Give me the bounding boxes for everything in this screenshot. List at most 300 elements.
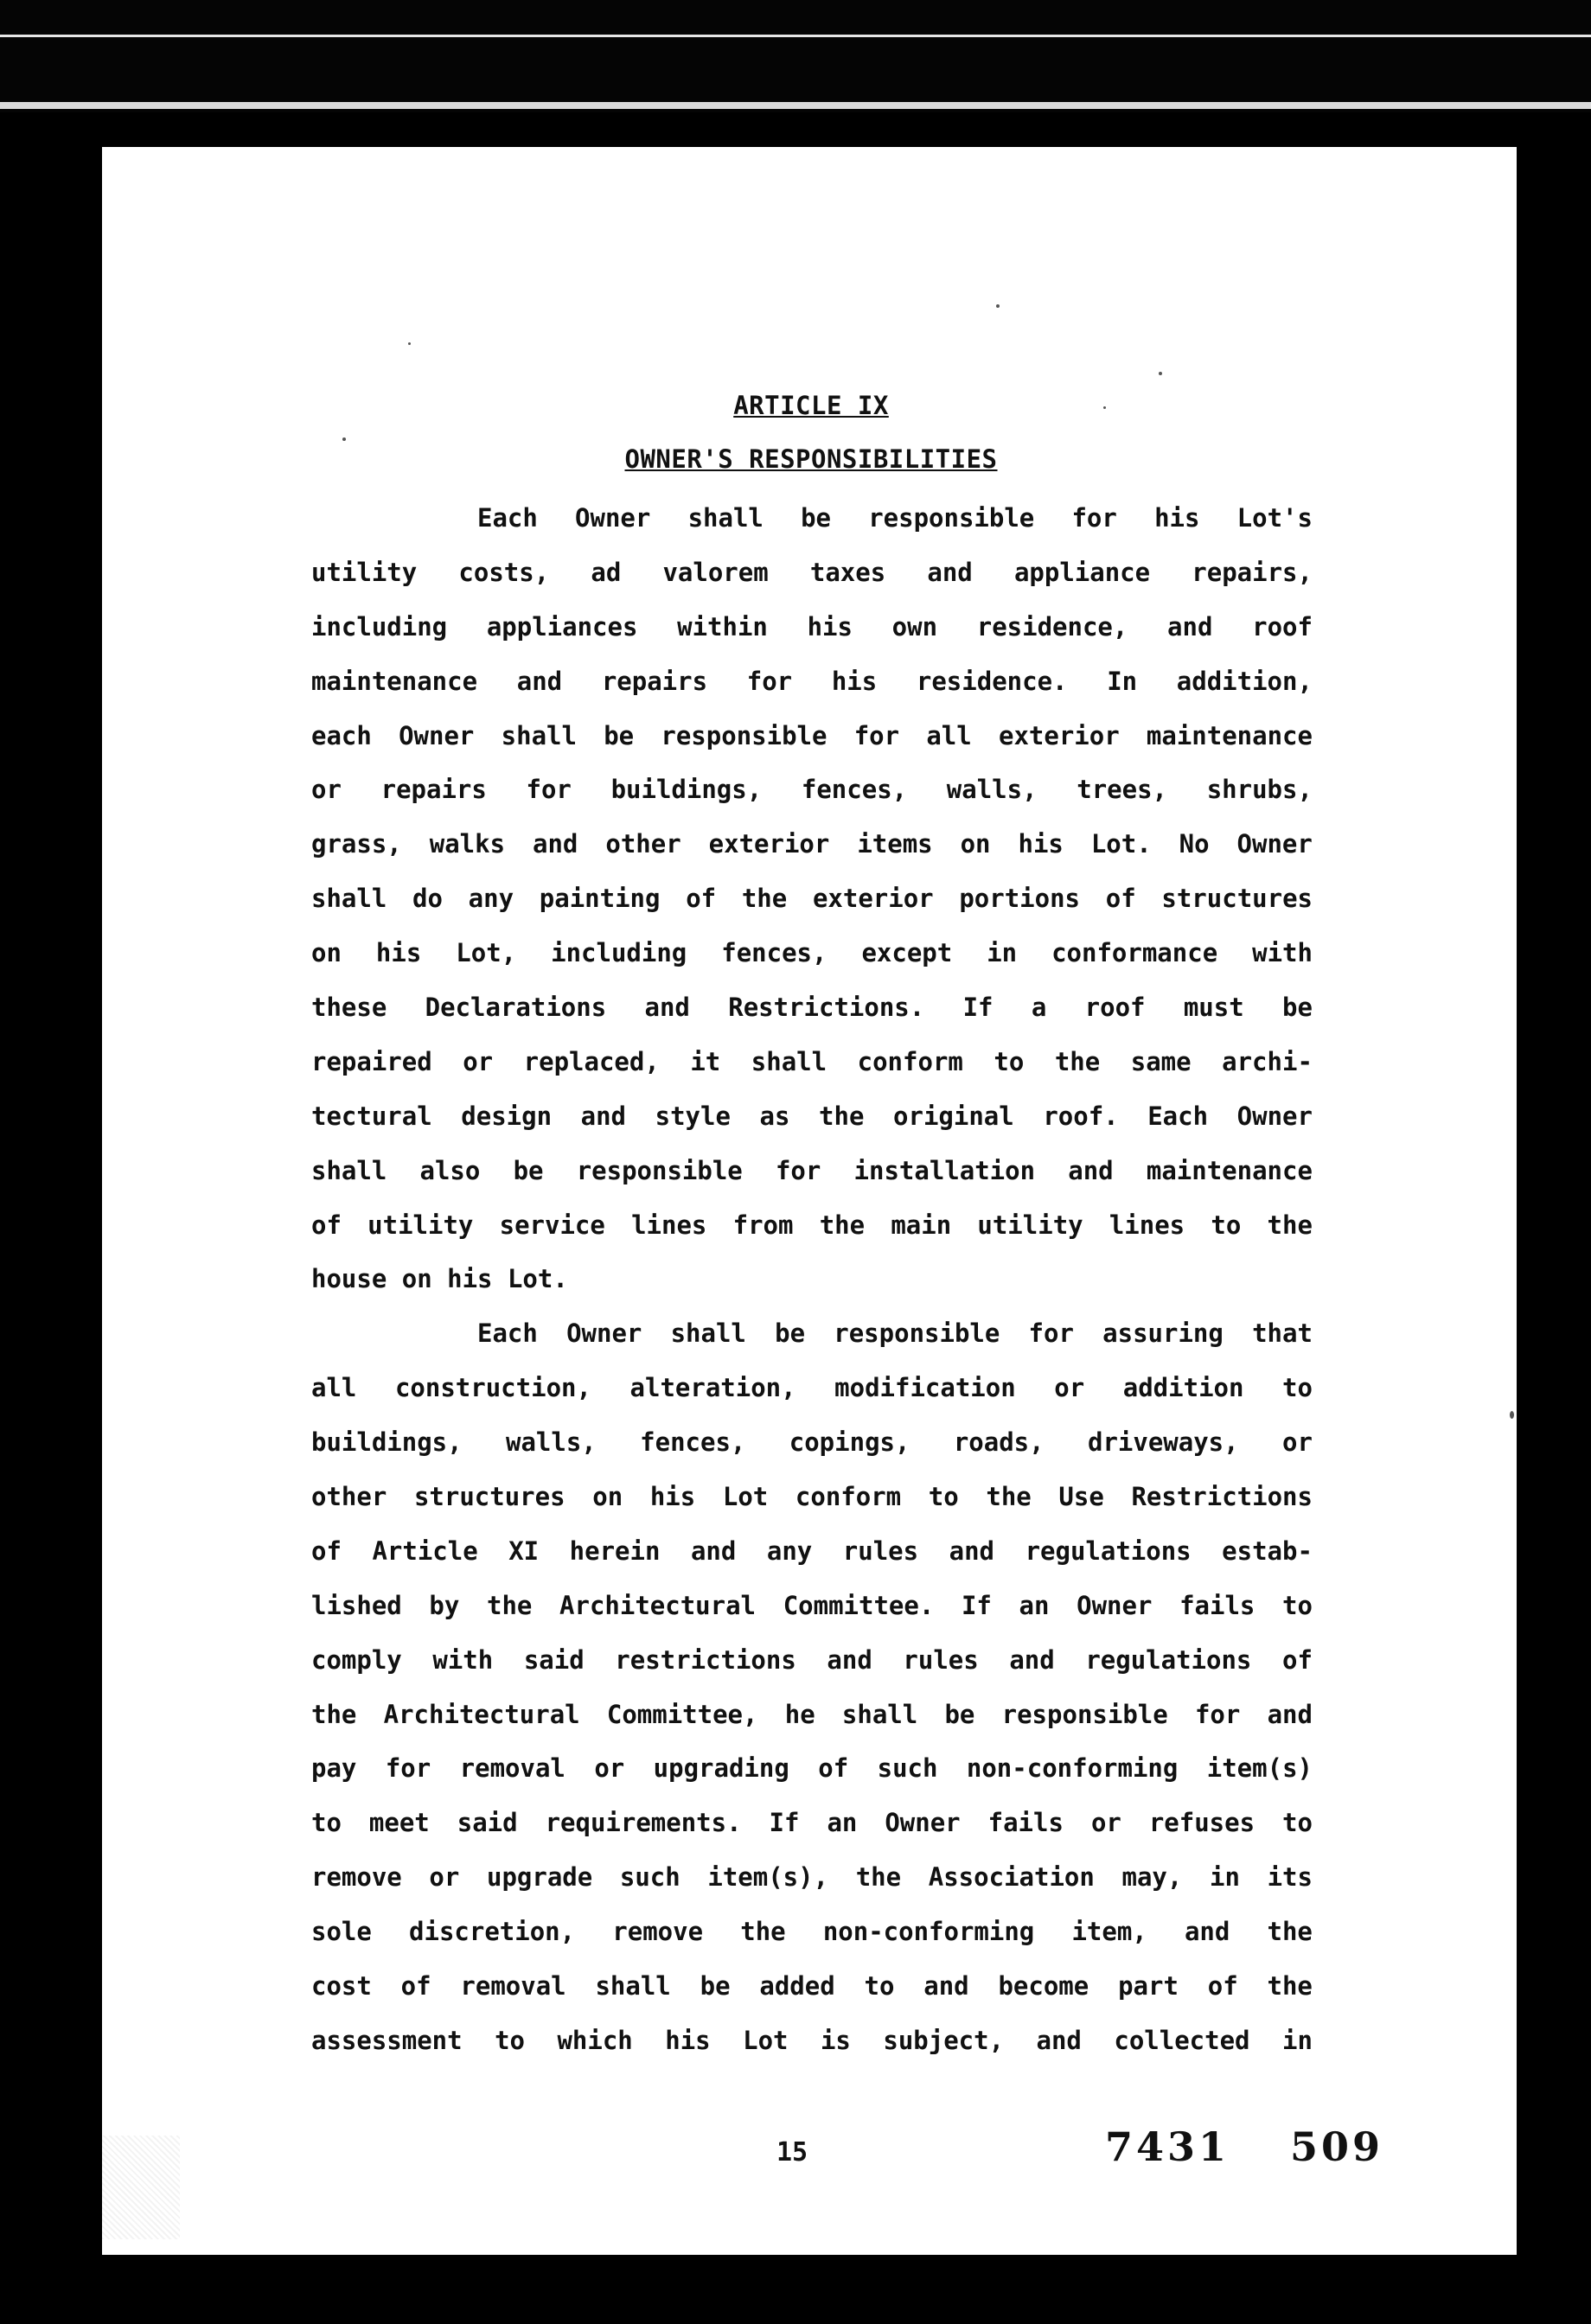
word: the [855,1862,902,1893]
paragraph-2-line [311,1361,1313,1415]
word: or [594,1753,625,1784]
word: Architectural [383,1699,580,1729]
word: be [513,1155,544,1185]
word: Owner [1077,1590,1153,1620]
word: utility [311,557,418,587]
word: an [827,1808,858,1838]
word: the [487,1590,533,1620]
word: shrubs, [1206,775,1313,805]
word: and [644,993,690,1023]
word: shall [311,884,387,914]
word: taxes [809,557,886,587]
word: non-conforming [966,1753,1179,1784]
scan-speck [342,437,346,441]
paragraph-2-line [311,1850,1313,1905]
paragraph-2-line [311,1688,1313,1742]
word: its [1267,1862,1313,1893]
word: maintenance [1146,1155,1313,1185]
word: item(s) [1206,1753,1313,1784]
word: and [1009,1644,1055,1675]
word: or [311,775,342,805]
word: be [944,1699,975,1729]
word: replaced, [523,1046,660,1076]
word: roads, [953,1427,1045,1458]
word: of [1105,884,1136,914]
word: regulations [1025,1536,1192,1566]
page-reference: 509 [1290,2123,1384,2170]
word: sole [311,1917,372,1947]
word: to [928,1482,959,1512]
paragraph-1-line [311,872,1313,926]
word: an [1019,1590,1050,1620]
word: roof. [1043,1101,1119,1131]
scan-speck [1103,406,1106,409]
word: Owner [575,503,651,533]
word: Restrictions. [728,993,925,1023]
word: other [605,829,681,859]
word: such [877,1753,938,1784]
word: be [801,503,831,533]
word: be [775,1318,806,1349]
word: estab- [1222,1536,1313,1566]
word: collected [1114,2025,1250,2055]
word: original [893,1101,1014,1131]
word: shall [841,1699,918,1729]
word: of [311,1210,342,1240]
word: rules [903,1644,979,1675]
word: in [1281,2025,1313,2055]
word: also [419,1155,481,1185]
word: conform [857,1046,963,1076]
word: If [769,1808,800,1838]
word: be [700,1971,731,2002]
word: residence, [976,611,1128,642]
word: his [807,611,853,642]
word: meet [368,1808,430,1838]
word: that [1252,1318,1313,1349]
word: utility [367,1210,474,1240]
word: assessment [311,2025,463,2055]
word: maintenance [1146,720,1313,750]
word: responsible [661,720,827,750]
word: on [960,829,991,859]
word: No [1179,829,1210,859]
word: valorem [662,557,769,587]
word: Lot [722,1482,769,1512]
word: Owner [1236,1101,1313,1131]
word: said [457,1808,518,1838]
recording-reference [1105,2123,1383,2170]
word: of [686,884,717,914]
word: his [375,938,422,968]
word: Owner [399,720,475,750]
word: roof [1084,993,1146,1023]
word: for [1071,503,1117,533]
word: to [994,1046,1025,1076]
word: tectural [311,1101,432,1131]
word: Owner [566,1318,642,1349]
word: the [819,1101,865,1131]
word: to [864,1971,895,2002]
word: and [1036,2025,1082,2055]
book-number: 7431 [1105,2123,1230,2170]
word: Lot, [456,938,517,968]
word: to [1282,1808,1313,1838]
word: for [526,775,572,805]
word: remove [612,1917,704,1947]
paragraph-1-line [311,491,1313,546]
word: the [1267,1971,1313,2002]
word: service [499,1210,605,1240]
word: Association [928,1862,1095,1893]
word: rules [842,1536,919,1566]
word: lished [311,1590,402,1620]
word: Article [372,1536,478,1566]
word: repaired [311,1046,432,1076]
paragraph-2-line [311,1579,1313,1633]
word: and [690,1536,737,1566]
word: responsible [834,1318,1000,1349]
word: to [1211,1210,1242,1240]
word: and [927,557,973,587]
word: shall [595,1971,671,2002]
word: items [857,829,933,859]
paragraph-2-line [311,2014,1313,2068]
paragraph-1-line [311,1035,1313,1089]
word: or [1090,1808,1121,1838]
word: design [461,1101,553,1131]
word: all [311,1373,357,1403]
word: lines [631,1210,707,1240]
word: structures [413,1482,565,1512]
word: driveways, [1088,1427,1239,1458]
body-text [311,491,1313,2068]
scan-top-strip [0,0,1591,112]
word: buildings, [311,1427,463,1458]
word: Architectural [559,1590,757,1620]
word: these [311,993,387,1023]
word: Lot. [1090,829,1152,859]
word: fails [1179,1590,1256,1620]
word: exterior [812,884,934,914]
word: to [1282,1373,1313,1403]
word: to [311,1808,342,1838]
word: portions [959,884,1081,914]
word: maintenance [311,666,478,696]
word: same [1130,1046,1192,1076]
word: Committee, [606,1699,758,1729]
word: lines [1109,1210,1185,1240]
word: upgrade [487,1862,593,1893]
word: which [557,2025,633,2055]
word: except [861,938,953,968]
word: with [1252,938,1313,968]
word: requirements. [545,1808,742,1838]
scan-speck [996,304,1000,308]
word: repairs, [1192,557,1313,587]
word: including [551,938,687,968]
word: Committee. [783,1590,935,1620]
word: he [784,1699,815,1729]
word: Lot [743,2025,789,2055]
word: the [1267,1210,1313,1240]
word: addition, [1176,666,1313,696]
word: shall [751,1046,827,1076]
word: and [1167,611,1213,642]
word: other [311,1482,387,1512]
word: walls, [946,775,1038,805]
word: the [986,1482,1032,1512]
word: on [592,1482,623,1512]
word: the [1054,1046,1101,1076]
word: subject, [883,2025,1005,2055]
word: to [1282,1590,1313,1620]
word: it [690,1046,721,1076]
word: part [1118,1971,1179,2002]
word: be [604,720,635,750]
word: appliances [486,611,638,642]
word: exterior [708,829,830,859]
word: his [1154,503,1200,533]
paragraph-1-line [311,709,1313,763]
paragraph-2-line [311,1633,1313,1688]
word: residence. [916,666,1068,696]
word: and [580,1101,627,1131]
paragraph-2-line [311,1415,1313,1470]
word: all [926,720,972,750]
word: regulations [1085,1644,1252,1675]
word: item, [1071,1917,1147,1947]
word: to [495,2025,525,2055]
word: the [819,1210,866,1240]
word: his [831,666,878,696]
word: shall [670,1318,746,1349]
word: the [741,884,788,914]
word: structures [1161,884,1313,914]
word: or [1282,1427,1313,1458]
word: cost [311,1971,372,2002]
word: Each [1147,1101,1209,1131]
word: archi- [1222,1046,1313,1076]
word: If [962,993,994,1023]
word: is [820,2025,851,2055]
word: Lot's [1236,503,1313,533]
word: removal [459,1753,565,1784]
word: responsible [1001,1699,1168,1729]
word: trees, [1077,775,1168,805]
word: and [516,666,563,696]
word: the [1267,1917,1313,1947]
word: as [759,1101,790,1131]
word: responsible [576,1155,743,1185]
word: Use [1058,1482,1104,1512]
word: each [311,720,372,750]
word: herein [569,1536,661,1566]
word: on [311,938,342,968]
word: be [1282,993,1313,1023]
paragraph-2-line [311,1741,1313,1796]
word: discretion, [409,1917,576,1947]
word: his [1018,829,1064,859]
word: Each [477,503,538,533]
word: assuring [1102,1318,1224,1349]
word: may, [1121,1862,1183,1893]
word: refuses [1148,1808,1256,1838]
scan-speck [408,342,411,345]
paragraph-2-line [311,1306,1313,1361]
word: from [732,1210,794,1240]
word: Owner [1236,829,1313,859]
word: ad [591,557,622,587]
word: within [677,611,768,642]
word: addition [1122,1373,1244,1403]
paragraph-1-line [311,926,1313,980]
word: painting [539,884,661,914]
word: XI [508,1536,540,1566]
word: including [311,611,448,642]
word: the [311,1699,357,1729]
word: by [429,1590,460,1620]
word: for [385,1753,431,1784]
paragraph-1-line [311,546,1313,600]
word: any [766,1536,813,1566]
word: and [949,1536,995,1566]
word: and [827,1644,872,1675]
word: shall [501,720,577,750]
word: buildings, [610,775,763,805]
paragraph-2-line [311,1905,1313,1959]
word: grass, [311,829,402,859]
word: exterior [998,720,1120,750]
paragraph-1-line [311,763,1313,817]
document-page [102,147,1517,2255]
word: restrictions [615,1644,796,1675]
word: fences, [721,938,827,968]
word: roof [1252,611,1313,642]
word: of [818,1753,849,1784]
section-title: OWNER'S RESPONSIBILITIES [624,444,998,474]
paragraph-1-line [311,1089,1313,1144]
word: do [412,884,443,914]
word: of [400,1971,431,2002]
word: for [775,1155,821,1185]
word: walls, [506,1427,597,1458]
word: for [746,666,793,696]
word: modification [834,1373,1016,1403]
word: in [1209,1862,1240,1893]
word: pay [311,1753,357,1784]
word: become [998,1971,1089,2002]
word: alteration, [629,1373,796,1403]
word: shall [687,503,764,533]
scan-artifact-line [0,35,1591,37]
word: with [432,1644,494,1675]
word: Owner [885,1808,961,1838]
paragraph-1-line [311,600,1313,654]
word: repairs [380,775,487,805]
word: of [311,1536,342,1566]
word: of [1207,1971,1238,2002]
word: a [1031,993,1047,1023]
paragraph-1-line [311,1198,1313,1253]
word: and [923,1971,969,2002]
word: style [655,1101,731,1131]
word: conform [795,1482,902,1512]
word: installation [853,1155,1036,1185]
word: of [1282,1644,1313,1675]
word: remove [311,1862,402,1893]
word: Restrictions [1131,1482,1313,1512]
paragraph-1-line [311,817,1313,872]
word: for [1028,1318,1074,1349]
word: or [463,1046,494,1076]
paragraph-1-line [311,980,1313,1035]
word: for [853,720,900,750]
paragraph-1-line: house on his Lot. [311,1264,568,1294]
paragraph-2-line [311,1796,1313,1850]
word: conformance [1051,938,1218,968]
word: If [961,1590,992,1620]
word: for [1194,1699,1241,1729]
scan-speck [1510,1411,1514,1419]
word: own [891,611,938,642]
scan-speck [1159,372,1162,375]
word: fails [987,1808,1064,1838]
word: his [665,2025,711,2055]
word: his [649,1482,696,1512]
word: or [429,1862,460,1893]
word: non-conforming [822,1917,1035,1947]
word: and [1184,1917,1230,1947]
word: copings, [789,1427,911,1458]
word: shall [311,1155,387,1185]
word: Declarations [425,993,607,1023]
word: appliance [1013,557,1151,587]
word: and [1267,1699,1313,1729]
word: walks [429,829,506,859]
word: fences, [640,1427,746,1458]
word: comply [311,1644,402,1675]
paragraph-2-line [311,1959,1313,2014]
word: and [1068,1155,1114,1185]
paragraph-1-line [311,1144,1313,1198]
word: item(s), [707,1862,829,1893]
word: construction, [394,1373,591,1403]
word: or [1054,1373,1085,1403]
word: upgrading [653,1753,789,1784]
word: In [1107,666,1138,696]
word: costs, [458,557,550,587]
word: repairs [601,666,708,696]
word: main [891,1210,952,1240]
word: any [468,884,514,914]
word: removal [460,1971,566,2002]
word: utility [977,1210,1083,1240]
word: such [619,1862,680,1893]
word: and [533,829,578,859]
paragraph-2-line [311,1524,1313,1579]
page-number: 15 [776,2137,808,2168]
word: the [740,1917,786,1947]
scan-edge-noise [102,2136,180,2239]
paragraph-1-line [311,654,1313,709]
word: must [1183,993,1244,1023]
article-heading: ARTICLE IX [733,391,889,420]
word: said [523,1644,585,1675]
word: in [987,938,1018,968]
word: Each [477,1318,538,1349]
word: fences, [801,775,908,805]
